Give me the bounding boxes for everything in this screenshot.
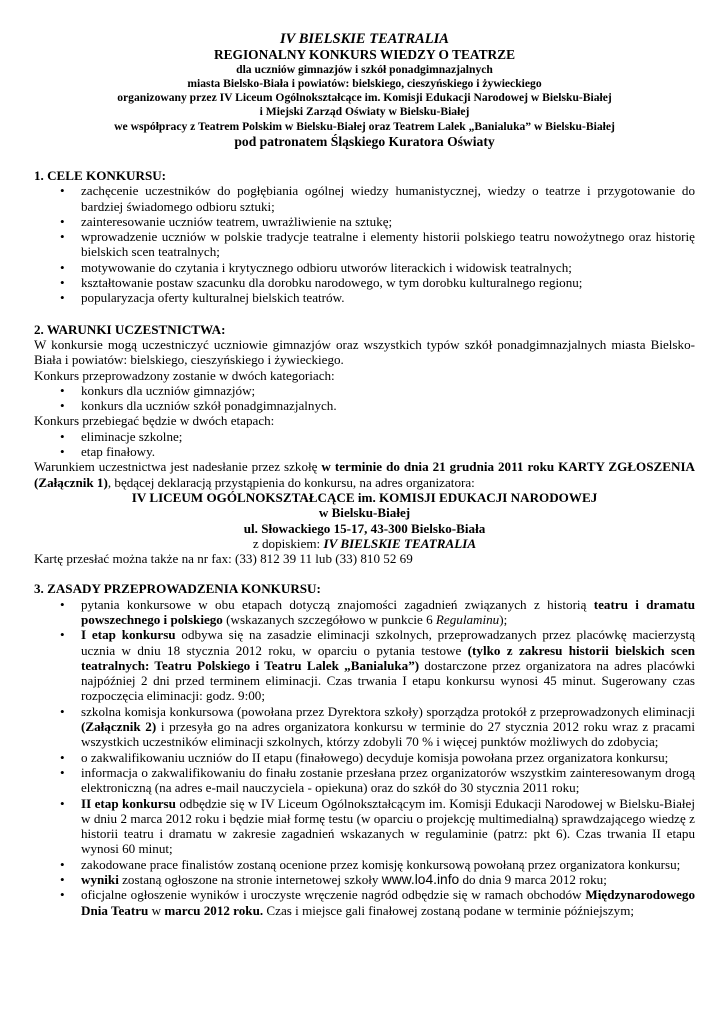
rule-item-evaluation: • zakodowane prace finalistów zostaną ocenione przez komisję konkursową powołaną przez organizatora konkursu; — [34, 857, 695, 872]
rule-text: Czas i miejsce gali finałowej zostaną podane w terminie późniejszym; — [263, 902, 635, 918]
rule-item-qualification: • o zakwalifikowaniu uczniów do II etapu (finałowego) decyduje komisja powołana przez organizatora konkursu; — [34, 750, 695, 765]
categories-intro: Konkurs przeprowadzony zostanie w dwóch kategoriach: — [34, 367, 335, 383]
rule-text: odbywa się na zasadzie eliminacji szkolnych, przeprowadzanych przez placówkę macierzystą ucznia w dniu 18 stycznia 2012 roku, w oparciu o pytania testowe — [81, 627, 696, 658]
rule-text-bold: II etap konkursu — [81, 795, 176, 811]
condition-text: Warunkiem uczestnictwa jest nadesłanie przez szkołę — [34, 459, 322, 475]
address-street: ul. Słowackiego 15-17, 43-300 Bielsko-Biała — [243, 520, 486, 536]
header-line-audience: dla uczniów gimnazjów i szkół ponadgimnazjalnych — [236, 62, 493, 76]
header-patronage: pod patronatem Śląskiego Kuratora Oświaty — [234, 133, 495, 149]
rule-text-italic: Regulaminu — [435, 612, 500, 627]
category-item: • konkurs dla uczniów gimnazjów; — [34, 383, 695, 398]
annotation-value: IV BIELSKIE TEATRALIA — [323, 535, 477, 551]
rule-text: zostaną ogłoszone na stronie internetowej szkoły — [118, 872, 382, 888]
rule-item-stage-1 — [34, 627, 695, 703]
goal-item: • wprowadzenie uczniów w polskie tradycje teatralne i elementy historii polskiego teatru nowożytnego oraz historię bielskich scen teatralnych; — [34, 229, 695, 260]
goal-item: • popularyzacja oferty kulturalnej bielskich teatrów. — [34, 290, 695, 305]
condition-text-end: , będącej deklaracją przystąpienia do konkursu, na adres organizatora: — [107, 474, 475, 490]
goal-item: • zachęcenie uczestników do pogłębiania ogólnej wiedzy humanistycznej, wiedzy o teatrze i przygotowanie do bardziej świadomego odbioru sztuki; — [34, 183, 695, 214]
address-annotation — [34, 536, 695, 551]
rule-text: ); — [499, 612, 508, 627]
contest-title: IV BIELSKIE TEATRALIA — [280, 31, 449, 47]
participation-condition — [34, 459, 695, 490]
stage-item: • etap finałowy. — [34, 444, 695, 459]
rule-text: dostarczone przez organizatora na adres placówki najpóźniej 2 dni przed terminem eliminacji. Czas trwania I etapu konkursu wynosi 45 minut. Sugerowany czas rozpoczęcia eliminacji: godz. 9:00; — [81, 657, 696, 704]
rule-item-results — [34, 872, 695, 887]
goal-item: • zainteresowanie uczniów teatrem, uwrażliwienie na sztukę; — [34, 214, 695, 229]
condition-deadline: w terminie do dnia 21 grudnia 2011 roku KARTY ZGŁOSZENIA (Załącznik 1) — [34, 459, 695, 490]
section-2-title: 2. WARUNKI UCZESTNICTWA: — [34, 321, 226, 337]
stages-list — [34, 429, 695, 460]
address-school: IV LICEUM OGÓLNOKSZTAŁCĄCE im. KOMISJI EDUKACJI NARODOWEJ — [131, 489, 598, 505]
rule-text: i przesyła go na adres organizatora konkursu w terminie do 27 stycznia 2012 roku wraz z pracami wszystkich uczestników eliminacji szkolnych, którzy zdobyli 70 % i więcej punktów możliwych do zdobycia; — [81, 719, 695, 750]
categories-list — [34, 383, 695, 414]
rule-text: w — [148, 902, 165, 918]
header-line-coorganizer: i Miejski Zarząd Oświaty w Bielsku-Białej — [259, 105, 470, 119]
rule-text-bold: (Załącznik 2) — [81, 719, 157, 735]
rule-text-bold: I etap konkursu — [81, 627, 176, 643]
rule-text-bold: (tylko z zakresu historii bielskich scen teatralnych: Teatru Polskiego i Teatru Lalek „Banialuka”) — [81, 642, 695, 673]
rule-text-bold: teatru i dramatu powszechnego i polskiego — [81, 596, 695, 627]
section-3-rules-list — [34, 597, 695, 918]
category-item: • konkurs dla uczniów szkół ponadgimnazjalnych. — [34, 398, 695, 413]
rule-item-ceremony — [34, 887, 695, 918]
header-line-organizer: organizowany przez IV Liceum Ogólnokształcące im. Komisji Edukacji Narodowej w Bielsku-Białej — [117, 91, 612, 105]
eligibility-text: W konkursie mogą uczestniczyć uczniowie gimnazjów oraz wszystkich typów szkół ponadgimnazjalnych miasta Bielsko-Biała i powiatów: bielskiego, cieszyńskiego i żywieckiego. — [34, 336, 695, 368]
rule-text-bold: Międzynarodowego Dnia Teatru — [81, 887, 695, 918]
rule-item-notification: • informacja o zakwalifikowaniu do finału zostanie przesłana przez organizatorów wszystkim zainteresowanym drogą elektroniczną (na adres e-mail nauczyciela - opiekuna) oraz do szkół do 30 stycznia 2011 roku; — [34, 765, 695, 796]
stage-item: • eliminacje szkolne; — [34, 429, 695, 444]
school-website-link[interactable]: www.lo4.info — [381, 872, 460, 888]
rule-text: odbędzie się w IV Liceum Ogólnokształcącym im. Komisji Edukacji Narodowej w Bielsku-Białej w dniu 2 marca 2012 roku i będzie miał formę testu (w oparciu o projekcję multimedialną) sprawdzającego wiedzę z historii teatru i dramatu w zakresie zagadnień wskazanych w regulaminie (patrz: pkt 6). Czas trwania II etapu wynosi 60 minut; — [81, 795, 695, 857]
rule-text: do dnia 9 marca 2012 roku; — [459, 872, 607, 888]
fax-info: Kartę przesłać można także na nr fax: (33) 812 39 11 lub (33) 810 52 69 — [34, 551, 413, 567]
rule-item-commission — [34, 704, 695, 750]
rule-text: szkolna komisja konkursowa (powołana przez Dyrektora szkoły) sporządza protokół z przeprowadzonych eliminacji — [81, 703, 695, 719]
stages-intro: Konkurs przebiegać będzie w dwóch etapach: — [34, 413, 275, 429]
address-city: w Bielsku-Białej — [318, 505, 411, 521]
annotation-label: z dopiskiem: — [252, 535, 324, 551]
section-1-title: 1. CELE KONKURSU: — [34, 167, 167, 183]
header-line-region: miasta Bielsko-Biała i powiatów: bielskiego, cieszyńskiego i żywieckiego — [187, 76, 542, 90]
rule-item-questions — [34, 597, 695, 628]
goal-item: • motywowanie do czytania i krytycznego odbioru utworów literackich i widowisk teatralnych; — [34, 260, 695, 275]
rule-text: pytania konkursowe w obu etapach dotyczą znajomości zagadnień związanych z historią — [81, 596, 594, 612]
rule-text: oficjalne ogłoszenie wyników i uroczyste wręczenie nagród odbędzie się w ramach obchodów — [81, 887, 586, 903]
rule-text-bold: wyniki — [81, 872, 119, 888]
section-3-title: 3. ZASADY PRZEPROWADZENIA KONKURSU: — [34, 581, 321, 597]
rule-text-bold: marcu 2012 roku. — [164, 902, 264, 918]
document-header — [34, 31, 695, 150]
section-1-goals-list — [34, 183, 695, 305]
rule-item-stage-2 — [34, 796, 695, 857]
contest-subtitle: REGIONALNY KONKURS WIEDZY O TEATRZE — [213, 47, 516, 62]
rule-text: (wskazanych szczegółowo w punkcie 6 — [222, 612, 436, 627]
header-line-partners: we współpracy z Teatrem Polskim w Bielsku-Białej oraz Teatrem Lalek „Banialuka” w Bielsku-Białej — [114, 119, 615, 133]
goal-item: • kształtowanie postaw szacunku dla dorobku narodowego, w tym dorobku kulturalnego regionu; — [34, 275, 695, 290]
